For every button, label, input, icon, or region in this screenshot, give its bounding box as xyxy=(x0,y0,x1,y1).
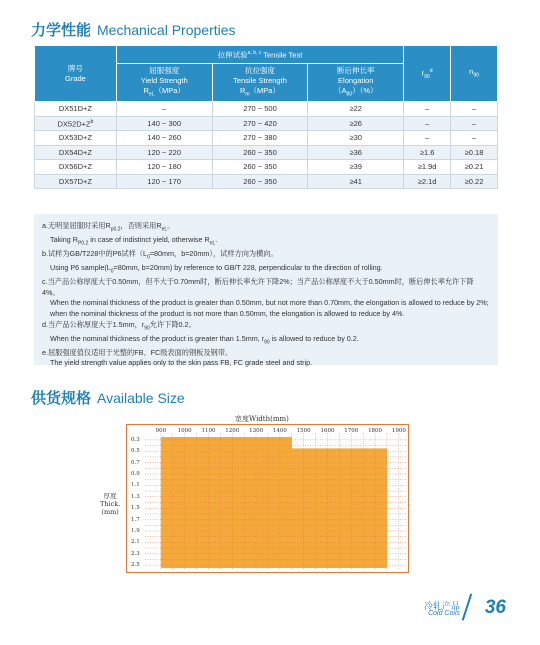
note-a-en: Taking $R_{P0.2}$ in case of indistinct yield, otherwise $R_{eL}$. xyxy=(50,235,218,247)
grade-header: 牌号 Grade xyxy=(35,46,117,102)
size-chart-frame xyxy=(126,424,409,573)
footer-slash-decoration xyxy=(462,593,473,620)
mechanical-properties-table xyxy=(34,45,498,189)
table-row: DX57D+Z 120 ~ 170 260 ~ 350 ≥41 ≥2.1d ≥0.22 xyxy=(35,174,498,189)
note-e-cn: e.屈服强度值仅适用于光整的FB、FC级表面的钢板及钢带。 xyxy=(42,347,233,357)
table-row: DX56D+Z 120 ~ 180 260 ~ 350 ≥39 ≥1.9d ≥0.21 xyxy=(35,160,498,175)
section-title-en: Mechanical Properties xyxy=(97,22,236,38)
table-notes xyxy=(34,214,498,368)
y-tick-label: 1.5 xyxy=(131,505,140,512)
table-row: DX54D+Z 120 ~ 220 260 ~ 350 ≥36 ≥1.6 ≥0.18 xyxy=(35,145,498,160)
y-tick-label: 0.7 xyxy=(131,459,140,466)
section-title-available-size xyxy=(31,387,185,408)
table-row: DX51D+Z – 270 ~ 500 ≥22 – – xyxy=(35,102,498,117)
section-title-en: Available Size xyxy=(97,390,185,406)
x-tick-label: 1000 xyxy=(177,428,192,434)
y-tick-label: 2.3 xyxy=(131,550,140,557)
note-b-en: Using P6 $sample(L_0=80mm$, b=20mm) by reference to GB/T 228, perpendicular to the direction of rolling. xyxy=(50,263,383,275)
note-e-en: The yield strength value applies only to the skin pass FB, FC grade steel and strip. xyxy=(50,358,313,368)
y-tick-label: 2.1 xyxy=(131,539,140,546)
y-tick-label: 2.5 xyxy=(131,562,140,569)
tensile-test-header: 拉伸试验$^{a, b, c}$ Tensile Test xyxy=(116,46,403,64)
section-title-cn: 供货规格 xyxy=(31,390,92,407)
y-tick-label: 0.3 xyxy=(131,436,140,443)
table-row: $DX52D+Z^b$ 140 ~ 300 270 ~ 420 ≥26 – – xyxy=(35,116,498,131)
elongation-header: 断后伸长率 Elongation $(A_{80})(\%)$ xyxy=(308,63,404,102)
x-tick-label: 1600 xyxy=(320,428,335,434)
note-d-cn: d.当产品公称厚度大于1.5mm，$r_{90}$允许下降0.2。 xyxy=(42,319,196,331)
note-b-cn: b.试样为GB/T228中的P6试样（$L_0=80mm$，b=20mm），试样方向为横向。 xyxy=(42,249,278,261)
x-tick-label: 900 xyxy=(155,428,167,434)
y-tick-label: 1.7 xyxy=(131,516,140,523)
x-tick-label: 1200 xyxy=(225,428,240,434)
r90-header: $r_{90}^d$ xyxy=(404,46,451,102)
n90-header: $n_{90}$ xyxy=(451,46,498,102)
size-chart-plot xyxy=(127,425,408,572)
x-tick-label: 1800 xyxy=(368,428,383,434)
section-title-mechanical xyxy=(31,19,236,40)
y-tick-label: 0.5 xyxy=(131,448,140,455)
y-tick-label: 0.9 xyxy=(131,471,140,478)
y-tick-label: 1.1 xyxy=(131,482,140,489)
yield-strength-header: 屈服强度 Yield Strength $R_{eL}(MPa)$ xyxy=(116,63,212,102)
chart-title: 宽度Width(mm) xyxy=(235,415,289,423)
footer-category-cn: 冷轧产品 xyxy=(423,601,460,611)
table-row: DX53D+Z 140 ~ 260 270 ~ 380 ≥30 – – xyxy=(35,131,498,146)
note-a-cn: a.无明显屈服时采用$R_{p0.2}$，否则采用$R_{eL}$。 xyxy=(42,221,175,233)
note-c-cn: c.当产品公称厚度大于0.50mm，但不大于0.70mm时，断后伸长率允许下降2%；当产品公称厚度不大于0.50mm时，断后伸长率允许下降4%。 xyxy=(42,277,474,297)
x-tick-label: 1700 xyxy=(344,428,359,434)
y-axis-label: 厚度 Thick. (mm) xyxy=(100,492,121,516)
x-tick-label: 1400 xyxy=(272,428,287,434)
page-number: 36 xyxy=(484,597,506,618)
note-d-en: When the nominal thickness of the product is greater than 1.5mm, $r_{90}$ is allowed to reduce by 0.2. xyxy=(50,333,359,345)
y-tick-label: 1.9 xyxy=(131,527,140,534)
tensile-strength-header: 抗拉强度 Tensile Strength $R_m(MPa)$ xyxy=(212,63,308,102)
x-tick-label: 1300 xyxy=(249,428,264,434)
x-tick-label: 1500 xyxy=(296,428,311,434)
page-footer xyxy=(386,599,506,625)
y-tick-label: 1.3 xyxy=(131,493,140,500)
note-c-en: When the nominal thickness of the product is greater than 0.50mm, but not more than 0.70mm, the elongation is allowed to reduce by 2%; when the nominal thickness of the product is not more than 0.50mm, the elongation is allowed to reduce by 4%. xyxy=(50,298,489,318)
x-tick-label: 1100 xyxy=(201,428,216,434)
footer-category-en: Cold Coils xyxy=(428,610,460,617)
x-tick-label: 1900 xyxy=(391,428,406,434)
section-title-cn: 力学性能 xyxy=(31,22,92,39)
